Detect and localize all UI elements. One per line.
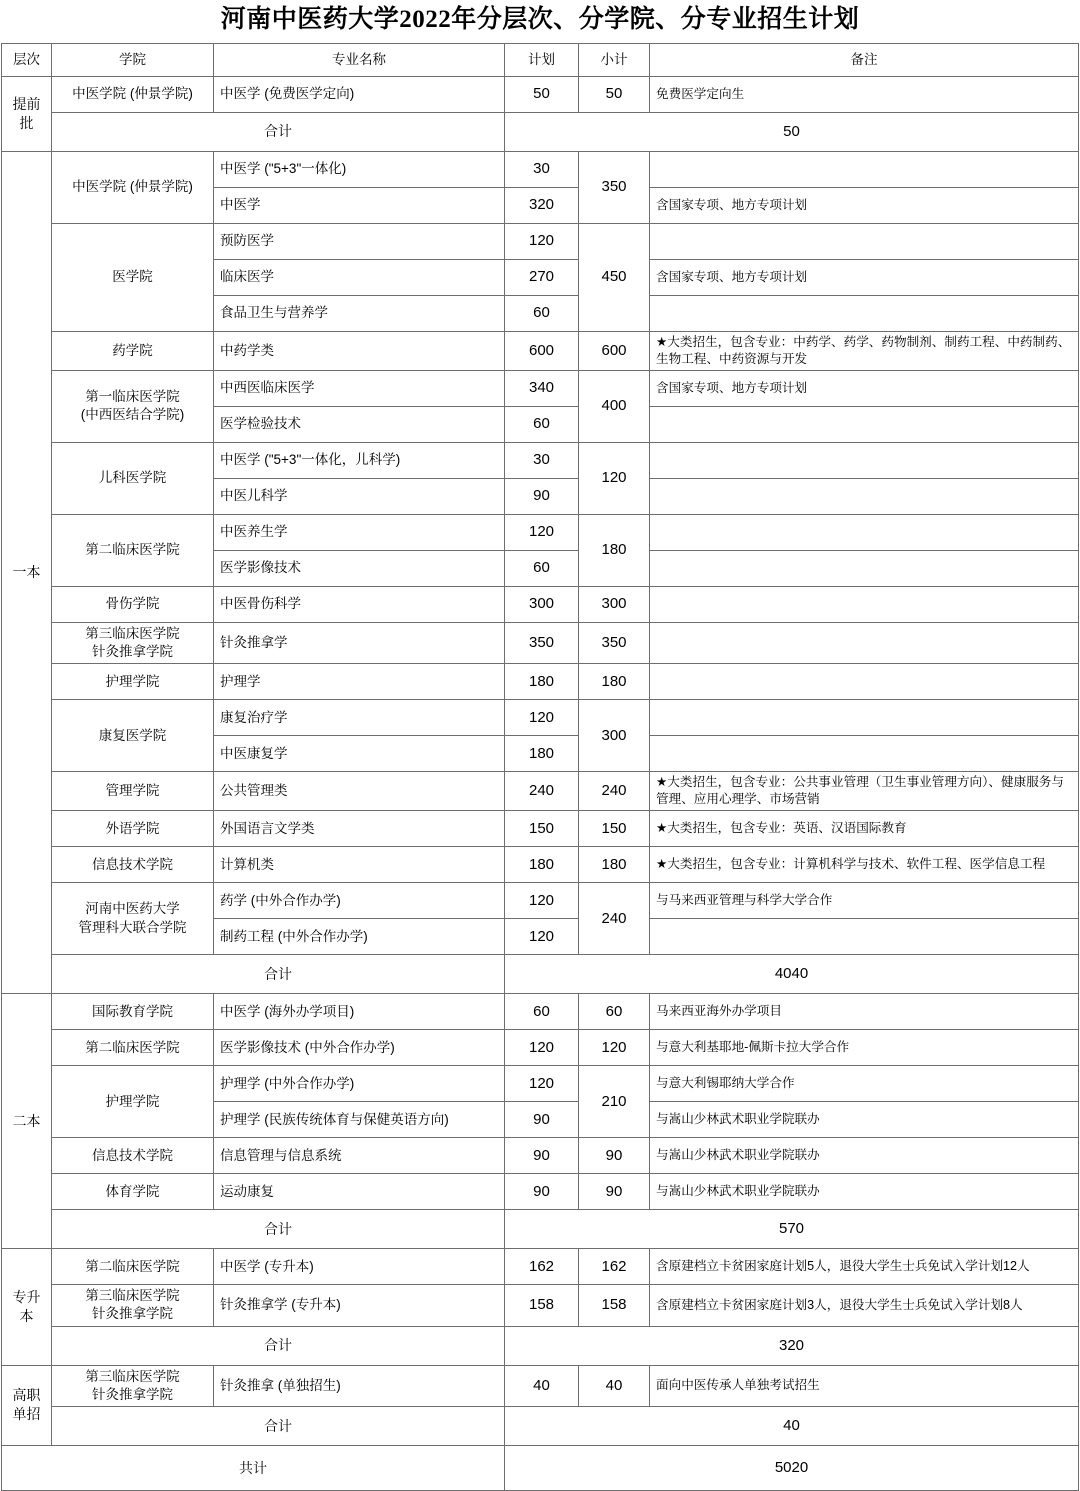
note-cell: 与马来西亚管理与科学大学合作 [650, 883, 1079, 919]
major-cell: 预防医学 [214, 223, 505, 259]
table-row [2, 1365, 1079, 1406]
subtotal-cell: 300 [579, 700, 650, 772]
subtotal-cell: 162 [579, 1249, 650, 1285]
college-cell: 中医学院 (仲景学院) [52, 151, 214, 223]
note-cell [650, 295, 1079, 331]
major-cell: 中医学 (免费医学定向) [214, 76, 505, 112]
major-cell: 药学 (中外合作办学) [214, 883, 505, 919]
major-cell: 制药工程 (中外合作办学) [214, 919, 505, 955]
table-row [2, 811, 1079, 847]
major-cell: 信息管理与信息系统 [214, 1138, 505, 1174]
section-subtotal-label: 合计 [52, 1326, 505, 1365]
note-cell: ★大类招生，包含专业：英语、汉语国际教育 [650, 811, 1079, 847]
header-row [2, 43, 1079, 76]
subtotal-cell: 210 [579, 1066, 650, 1138]
table-row [2, 151, 1079, 187]
table-row [2, 370, 1079, 406]
major-cell: 针灸推拿学 (专升本) [214, 1285, 505, 1326]
note-cell: 与意大利基耶地-佩斯卡拉大学合作 [650, 1030, 1079, 1066]
major-cell: 护理学 (中外合作办学) [214, 1066, 505, 1102]
section-subtotal-value: 4040 [505, 955, 1079, 994]
major-cell: 护理学 (民族传统体育与保健英语方向) [214, 1102, 505, 1138]
major-cell: 中西医临床医学 [214, 370, 505, 406]
note-cell [650, 442, 1079, 478]
plan-cell: 120 [505, 919, 579, 955]
plan-cell: 90 [505, 1138, 579, 1174]
note-cell: 与嵩山少林武术职业学院联办 [650, 1138, 1079, 1174]
note-cell: ★大类招生，包含专业：公共事业管理（卫生事业管理方向）、健康服务与管理、应用心理学、市场营销 [650, 772, 1079, 811]
subtotal-cell: 60 [579, 994, 650, 1030]
subtotal-cell: 158 [579, 1285, 650, 1326]
college-cell: 康复医学院 [52, 700, 214, 772]
plan-cell: 120 [505, 514, 579, 550]
grand-total-value: 5020 [505, 1446, 1079, 1491]
college-cell: 体育学院 [52, 1174, 214, 1210]
section-subtotal-row [2, 112, 1079, 151]
section-subtotal-row [2, 1326, 1079, 1365]
note-cell: ★大类招生，包含专业：计算机科学与技术、软件工程、医学信息工程 [650, 847, 1079, 883]
table-row [2, 1138, 1079, 1174]
major-cell: 中医儿科学 [214, 478, 505, 514]
subtotal-cell: 90 [579, 1174, 650, 1210]
plan-cell: 30 [505, 151, 579, 187]
subtotal-cell: 50 [579, 76, 650, 112]
table-row [2, 700, 1079, 736]
grand-total-label: 共计 [2, 1446, 505, 1491]
note-cell [650, 736, 1079, 772]
subtotal-cell: 350 [579, 151, 650, 223]
major-cell: 中医学 [214, 187, 505, 223]
subtotal-cell: 450 [579, 223, 650, 331]
grand-total-row [2, 1446, 1079, 1491]
note-cell: 含国家专项、地方专项计划 [650, 370, 1079, 406]
plan-cell: 340 [505, 370, 579, 406]
table-row [2, 622, 1079, 663]
subtotal-cell: 240 [579, 772, 650, 811]
subtotal-cell: 300 [579, 586, 650, 622]
subtotal-cell: 180 [579, 847, 650, 883]
table-row [2, 772, 1079, 811]
column-header-note: 备注 [650, 43, 1079, 76]
college-cell: 信息技术学院 [52, 1138, 214, 1174]
section-subtotal-value: 570 [505, 1210, 1079, 1249]
plan-cell: 30 [505, 442, 579, 478]
college-cell: 药学院 [52, 331, 214, 370]
plan-cell: 180 [505, 847, 579, 883]
college-cell: 外语学院 [52, 811, 214, 847]
note-cell: 含原建档立卡贫困家庭计划3人，退役大学生士兵免试入学计划8人 [650, 1285, 1079, 1326]
major-cell: 公共管理类 [214, 772, 505, 811]
major-cell: 中医学 ("5+3"一体化) [214, 151, 505, 187]
college-cell: 医学院 [52, 223, 214, 331]
level-cell: 高职 单招 [2, 1365, 52, 1445]
major-cell: 中医康复学 [214, 736, 505, 772]
table-row [2, 1174, 1079, 1210]
college-cell: 管理学院 [52, 772, 214, 811]
table-row [2, 1285, 1079, 1326]
college-cell: 河南中医药大学 管理科大联合学院 [52, 883, 214, 955]
major-cell: 食品卫生与营养学 [214, 295, 505, 331]
table-row [2, 76, 1079, 112]
section-subtotal-row [2, 1210, 1079, 1249]
college-cell: 护理学院 [52, 664, 214, 700]
note-cell: 含原建档立卡贫困家庭计划5人，退役大学生士兵免试入学计划12人 [650, 1249, 1079, 1285]
table-row [2, 586, 1079, 622]
note-cell [650, 151, 1079, 187]
table-row [2, 1066, 1079, 1102]
major-cell: 医学检验技术 [214, 406, 505, 442]
level-cell: 二本 [2, 994, 52, 1249]
subtotal-cell: 40 [579, 1365, 650, 1406]
college-cell: 第二临床医学院 [52, 514, 214, 586]
plan-cell: 600 [505, 331, 579, 370]
section-subtotal-label: 合计 [52, 112, 505, 151]
subtotal-cell: 400 [579, 370, 650, 442]
plan-cell: 150 [505, 811, 579, 847]
note-cell [650, 514, 1079, 550]
subtotal-cell: 180 [579, 514, 650, 586]
note-cell [650, 622, 1079, 663]
major-cell: 中医学 (专升本) [214, 1249, 505, 1285]
subtotal-cell: 120 [579, 1030, 650, 1066]
college-cell: 护理学院 [52, 1066, 214, 1138]
subtotal-cell: 350 [579, 622, 650, 663]
major-cell: 中医学 ("5+3"一体化，儿科学) [214, 442, 505, 478]
plan-cell: 60 [505, 994, 579, 1030]
note-cell [650, 664, 1079, 700]
plan-cell: 120 [505, 700, 579, 736]
college-cell: 第二临床医学院 [52, 1030, 214, 1066]
plan-cell: 50 [505, 76, 579, 112]
plan-cell: 120 [505, 1066, 579, 1102]
plan-cell: 40 [505, 1365, 579, 1406]
table-row [2, 223, 1079, 259]
major-cell: 医学影像技术 [214, 550, 505, 586]
note-cell: 含国家专项、地方专项计划 [650, 259, 1079, 295]
table-body [2, 76, 1079, 1490]
plan-cell: 90 [505, 1174, 579, 1210]
plan-cell: 162 [505, 1249, 579, 1285]
plan-cell: 300 [505, 586, 579, 622]
section-subtotal-value: 50 [505, 112, 1079, 151]
page-title: 河南中医药大学2022年分层次、分学院、分专业招生计划 [220, 6, 860, 33]
major-cell: 中医养生学 [214, 514, 505, 550]
section-subtotal-label: 合计 [52, 1210, 505, 1249]
note-cell: 含国家专项、地方专项计划 [650, 187, 1079, 223]
column-header-college: 学院 [52, 43, 214, 76]
subtotal-cell: 90 [579, 1138, 650, 1174]
plan-cell: 180 [505, 736, 579, 772]
note-cell: 马来西亚海外办学项目 [650, 994, 1079, 1030]
plan-cell: 158 [505, 1285, 579, 1326]
major-cell: 针灸推拿 (单独招生) [214, 1365, 505, 1406]
major-cell: 外国语言文学类 [214, 811, 505, 847]
plan-cell: 120 [505, 1030, 579, 1066]
college-cell: 第三临床医学院 针灸推拿学院 [52, 1285, 214, 1326]
section-subtotal-value: 40 [505, 1407, 1079, 1446]
subtotal-cell: 600 [579, 331, 650, 370]
section-subtotal-value: 320 [505, 1326, 1079, 1365]
note-cell: 与嵩山少林武术职业学院联办 [650, 1174, 1079, 1210]
section-subtotal-row [2, 955, 1079, 994]
plan-cell: 90 [505, 1102, 579, 1138]
column-header-major: 专业名称 [214, 43, 505, 76]
major-cell: 康复治疗学 [214, 700, 505, 736]
plan-cell: 120 [505, 223, 579, 259]
table-row [2, 442, 1079, 478]
column-header-plan: 计划 [505, 43, 579, 76]
table-row [2, 664, 1079, 700]
subtotal-cell: 180 [579, 664, 650, 700]
section-subtotal-label: 合计 [52, 955, 505, 994]
level-cell: 提前批 [2, 76, 52, 151]
major-cell: 针灸推拿学 [214, 622, 505, 663]
table-row [2, 994, 1079, 1030]
major-cell: 中药学类 [214, 331, 505, 370]
column-header-subtotal: 小计 [579, 43, 650, 76]
level-cell: 专升本 [2, 1249, 52, 1365]
note-cell [650, 586, 1079, 622]
note-cell [650, 700, 1079, 736]
admissions-plan-table [1, 43, 1079, 1491]
level-cell: 一本 [2, 151, 52, 993]
plan-cell: 120 [505, 883, 579, 919]
column-header-level: 层次 [2, 43, 52, 76]
major-cell: 中医骨伤科学 [214, 586, 505, 622]
subtotal-cell: 120 [579, 442, 650, 514]
major-cell: 护理学 [214, 664, 505, 700]
plan-cell: 60 [505, 406, 579, 442]
plan-cell: 60 [505, 295, 579, 331]
college-cell: 第三临床医学院 针灸推拿学院 [52, 1365, 214, 1406]
plan-cell: 90 [505, 478, 579, 514]
college-cell: 国际教育学院 [52, 994, 214, 1030]
note-cell: ★大类招生，包含专业：中药学、药学、药物制剂、制药工程、中药制药、生物工程、中药资源与开发 [650, 331, 1079, 370]
note-cell: 面向中医传承人单独考试招生 [650, 1365, 1079, 1406]
table-row [2, 1249, 1079, 1285]
note-cell: 免费医学定向生 [650, 76, 1079, 112]
note-cell [650, 223, 1079, 259]
major-cell: 运动康复 [214, 1174, 505, 1210]
section-subtotal-label: 合计 [52, 1407, 505, 1446]
section-subtotal-row [2, 1407, 1079, 1446]
plan-cell: 180 [505, 664, 579, 700]
note-cell [650, 919, 1079, 955]
major-cell: 计算机类 [214, 847, 505, 883]
table-row [2, 883, 1079, 919]
college-cell: 第一临床医学院 (中西医结合学院) [52, 370, 214, 442]
major-cell: 中医学 (海外办学项目) [214, 994, 505, 1030]
note-cell [650, 550, 1079, 586]
table-header [2, 43, 1079, 76]
college-cell: 骨伤学院 [52, 586, 214, 622]
plan-cell: 350 [505, 622, 579, 663]
note-cell: 与意大利锡耶纳大学合作 [650, 1066, 1079, 1102]
table-row [2, 847, 1079, 883]
major-cell: 临床医学 [214, 259, 505, 295]
note-cell [650, 478, 1079, 514]
college-cell: 中医学院 (仲景学院) [52, 76, 214, 112]
college-cell: 第二临床医学院 [52, 1249, 214, 1285]
plan-cell: 60 [505, 550, 579, 586]
note-cell: 与嵩山少林武术职业学院联办 [650, 1102, 1079, 1138]
college-cell: 信息技术学院 [52, 847, 214, 883]
plan-cell: 320 [505, 187, 579, 223]
plan-cell: 270 [505, 259, 579, 295]
college-cell: 第三临床医学院 针灸推拿学院 [52, 622, 214, 663]
college-cell: 儿科医学院 [52, 442, 214, 514]
subtotal-cell: 240 [579, 883, 650, 955]
table-row [2, 331, 1079, 370]
subtotal-cell: 150 [579, 811, 650, 847]
plan-cell: 240 [505, 772, 579, 811]
major-cell: 医学影像技术 (中外合作办学) [214, 1030, 505, 1066]
note-cell [650, 406, 1079, 442]
table-row [2, 514, 1079, 550]
table-row [2, 1030, 1079, 1066]
